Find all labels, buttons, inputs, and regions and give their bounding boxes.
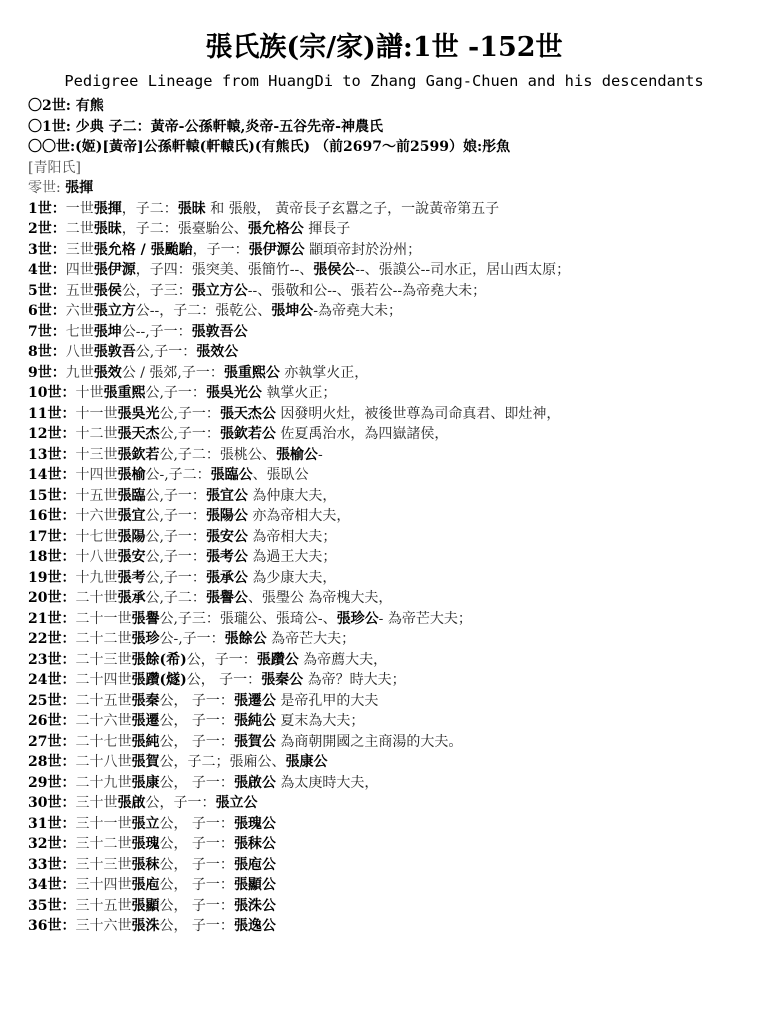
- generation-word: 六世: [65, 303, 94, 319]
- generation-number: 14世：: [28, 467, 76, 483]
- heir-name: 張秣公: [233, 836, 276, 852]
- entry-note: 為帝薦大夫，: [298, 651, 388, 668]
- generation-number: 22世：: [28, 631, 76, 647]
- generation-word: 二十三世: [75, 651, 132, 668]
- ancestor-name: 張欽若: [117, 446, 160, 463]
- entry-note: 執掌火正；: [261, 385, 337, 401]
- ancestor-name: 張天杰: [117, 426, 160, 442]
- ancestor-name: 張侯: [93, 282, 122, 299]
- page-subtitle: Pedigree Lineage from HuangDi to Zhang Gang-Chuen and his descendants: [64, 72, 704, 90]
- generation-word: 三十一世: [75, 815, 132, 832]
- heir-name: 張允格公: [247, 221, 304, 237]
- generation-word: 十三世: [75, 446, 118, 463]
- heir-name: 張康公: [285, 754, 328, 770]
- sons-description: 公,子一：: [145, 569, 206, 586]
- generation-word: 一世: [65, 200, 94, 217]
- sons-description: 公，子一：: [145, 795, 216, 811]
- sons-description: ，子一：: [192, 241, 249, 258]
- heir-name: 張賀公: [233, 733, 276, 750]
- ancestor-name: 張譽: [131, 610, 160, 627]
- generation-word: 二十四世: [75, 672, 132, 688]
- heir-name: 張天杰公: [219, 405, 276, 422]
- generation-number: 25世：: [28, 692, 76, 709]
- generation-word: 十八世: [75, 549, 118, 565]
- generation-word: 十二世: [75, 426, 118, 442]
- table-row: [28, 363, 764, 384]
- generation-word: 十九世: [75, 569, 118, 586]
- sons-description: 公,子一：: [159, 426, 220, 442]
- table-row: [28, 896, 764, 917]
- sons-description: 公， 子一：: [159, 836, 234, 852]
- generation-word: 十七世: [75, 528, 118, 545]
- page-title: 張氏族(宗/家)譜:1世 -152世: [205, 32, 563, 63]
- table-row: [28, 793, 764, 814]
- sons-description: 公，子二；張廂公、: [159, 754, 286, 770]
- generation-number: 19世：: [28, 569, 76, 586]
- generation-number: 12世：: [28, 426, 76, 442]
- ancestor-name: 張瑰: [131, 836, 160, 852]
- sons-description: 公-,子二：: [145, 467, 211, 483]
- sons-description: ，子二：張臺駘公、: [121, 221, 248, 237]
- table-row: [28, 691, 764, 712]
- entry-note: 為帝芒大夫；: [266, 631, 356, 647]
- ancestor-name: 張安: [117, 549, 146, 565]
- heir-name: 張安公: [205, 528, 248, 545]
- generation-number: 30世：: [28, 795, 76, 811]
- sons-description: 公，子一：: [186, 651, 257, 668]
- generation-number: 16世：: [28, 508, 76, 524]
- generation-word: 十五世: [75, 487, 118, 504]
- sons-description: 公,子二：張桃公、: [159, 446, 276, 463]
- heir-name: 張陽公: [205, 508, 248, 524]
- generation-number: 35世：: [28, 897, 76, 914]
- generation-word: 八世: [65, 344, 94, 360]
- heir-name: 張遷公: [233, 692, 276, 709]
- intro-line: 〇2世: 有熊: [28, 98, 104, 114]
- ancestor-name: 張效: [93, 364, 122, 381]
- ancestor-name: 張吳光: [117, 405, 160, 422]
- entry-note: 亦執掌火正，: [279, 364, 369, 381]
- sons-description: 公,子一：: [145, 528, 206, 545]
- generation-word: 二世: [65, 221, 94, 237]
- generation-number: 28世：: [28, 754, 76, 770]
- heir-name: 張立方公: [191, 282, 248, 299]
- generation-word: 三世: [65, 241, 94, 258]
- entry-note: 因發明火灶，被後世尊為司命真君、即灶神，: [275, 405, 561, 422]
- entry-note: 、張璺公 為帝槐大夫，: [247, 590, 393, 606]
- heir-name: 張逸公: [233, 918, 276, 934]
- table-row: [28, 281, 764, 302]
- ancestor-name: 張承: [117, 590, 146, 606]
- entry-note: 為少康大夫，: [247, 569, 337, 586]
- generation-word: 四世: [65, 262, 94, 278]
- sons-description: 公， 子一：: [159, 774, 234, 791]
- heir-name: 張宜公: [205, 487, 248, 504]
- entry-note: 為帝相大夫；: [247, 528, 337, 545]
- heir-name: 張餘公: [224, 631, 267, 647]
- generation-word: 二十世: [75, 590, 118, 606]
- table-row: [28, 875, 764, 896]
- generation-number: 6世：: [28, 303, 66, 319]
- heir-name: 張純公: [233, 713, 276, 729]
- heir-name: 張顯公: [233, 877, 276, 893]
- generation-number: 3世：: [28, 241, 66, 258]
- heir-name: 張坤公: [271, 303, 314, 319]
- heir-name: 張臨公: [210, 467, 253, 483]
- sons-description: 公 / 張郊,子一：: [121, 364, 224, 381]
- generation-word: 二十九世: [75, 774, 132, 791]
- table-row: [28, 752, 764, 773]
- generation-number: 26世：: [28, 713, 76, 729]
- table-row: [28, 383, 764, 404]
- zero-generation-label: 零世:: [28, 180, 61, 196]
- generation-number: 5世：: [28, 282, 66, 299]
- generation-number: 32世：: [28, 836, 76, 852]
- sons-description: 公， 子一：: [159, 733, 234, 750]
- table-row: [28, 711, 764, 732]
- generation-number: 20世：: [28, 590, 76, 606]
- generation-word: 三十五世: [75, 897, 132, 914]
- ancestor-name: 張允格 / 張颱駘: [93, 241, 193, 258]
- generation-word: 十世: [75, 385, 104, 401]
- heir-name: 張立公: [215, 795, 258, 811]
- heir-name: 張躦公: [256, 651, 299, 668]
- heir-name: 張效公: [196, 344, 239, 360]
- generation-word: 二十八世: [75, 754, 132, 770]
- generation-word: 五世: [65, 282, 94, 299]
- entry-note: 為太庚時大夫，: [275, 774, 379, 791]
- zero-generation-name: 張揮: [65, 180, 94, 196]
- heir-name: 張吳光公: [205, 385, 262, 401]
- table-row: [28, 301, 764, 322]
- table-row: [28, 506, 764, 527]
- sons-description: 公，子三：: [121, 282, 192, 299]
- ancestor-name: 張遷: [131, 713, 160, 729]
- entry-note: 為商朝開國之主商湯的大夫。: [275, 733, 463, 750]
- ancestor-name: 張康: [131, 774, 160, 791]
- generation-number: 29世：: [28, 774, 76, 791]
- table-row: [28, 732, 764, 753]
- generation-word: 三十六世: [75, 918, 132, 934]
- sons-description: ，子二：: [121, 200, 178, 217]
- table-row: [28, 547, 764, 568]
- table-row: [28, 855, 764, 876]
- generation-word: 二十二世: [75, 631, 132, 647]
- table-row: [28, 609, 764, 630]
- entry-list: [28, 199, 764, 937]
- sons-description: 公--，子二：張乾公、: [135, 303, 272, 319]
- ancestor-name: 張顯: [131, 897, 160, 914]
- ancestor-name: 張秣: [131, 856, 160, 873]
- sons-description: 公， 子一：: [159, 856, 234, 873]
- generation-number: 15世：: [28, 487, 76, 504]
- entry-note: 為仲康大夫，: [247, 487, 337, 504]
- sons-description: 公--,子一：: [121, 323, 192, 340]
- generation-number: 34世：: [28, 877, 76, 893]
- table-row: [28, 219, 764, 240]
- entry-note: 和 張般， 黃帝長子玄囂之子，一說黃帝第五子: [205, 200, 500, 217]
- sons-description: 公， 子一：: [159, 692, 234, 709]
- entry-note: --、張敬和公--、張若公--為帝堯大未；: [247, 282, 487, 299]
- heir-name: 張榆公: [275, 446, 318, 463]
- entry-note: - 為帝芒大夫；: [378, 610, 472, 627]
- entry-note: --、張謨公--司水正，居山西太原；: [355, 262, 571, 278]
- sons-description: 公,子一：: [159, 405, 220, 422]
- sons-description: 公， 子一：: [186, 672, 262, 688]
- table-row: [28, 240, 764, 261]
- sons-description: 公,子二：: [145, 590, 206, 606]
- ancestor-name: 張坤: [93, 323, 122, 340]
- generation-word: 三十世: [75, 795, 118, 811]
- sons-description: 公,子三：張瓏公、張琦公-、: [159, 610, 337, 627]
- genealogy-lines: [28, 96, 764, 937]
- table-row: [28, 445, 764, 466]
- heir-name: 張承公: [205, 569, 248, 586]
- sons-description: 公， 子一：: [159, 897, 234, 914]
- table-row: [28, 814, 764, 835]
- heir-name: 張欽若公: [219, 426, 276, 442]
- ancestor-name: 張立: [131, 815, 160, 832]
- ancestor-name: 張餘(希): [131, 651, 187, 668]
- table-row: [28, 773, 764, 794]
- table-row: [28, 322, 764, 343]
- heir-name: 張重熙公: [223, 364, 280, 381]
- generation-word: 十六世: [75, 508, 118, 524]
- heir-name: 張伊源公: [248, 241, 305, 258]
- ancestor-name: 張臨: [117, 487, 146, 504]
- generation-number: 27世：: [28, 733, 76, 750]
- ancestor-name: 張秦: [131, 692, 160, 709]
- entry-note: 、張臥公: [252, 467, 309, 483]
- ancestor-name: 張純: [131, 733, 160, 750]
- generation-word: 十四世: [75, 467, 118, 483]
- generation-word: 二十五世: [75, 692, 132, 709]
- heir-name: 張考公: [205, 549, 248, 565]
- sons-description: 公,子一：: [135, 344, 197, 360]
- entry-note: 亦為帝相大夫，: [247, 508, 351, 524]
- generation-number: 2世：: [28, 221, 66, 237]
- generation-number: 24世：: [28, 672, 76, 688]
- ancestor-name: 張昧: [93, 221, 122, 237]
- table-row: [28, 404, 764, 425]
- generation-number: 1世：: [28, 200, 66, 217]
- heir-name: 張譽公: [205, 590, 248, 606]
- sons-description: 公,子一：: [145, 487, 206, 504]
- ancestor-name: 張考: [117, 569, 146, 586]
- sons-description: 公,子一：: [145, 549, 206, 565]
- ancestor-name: 張庖: [131, 877, 160, 893]
- table-row: [28, 465, 764, 486]
- heir-name: 張洙公: [233, 897, 276, 914]
- sons-description: 公,子一：: [145, 385, 206, 401]
- ancestor-name: 張敦吾: [93, 344, 136, 360]
- intro-line: [青阳氏]: [28, 159, 81, 176]
- entry-note: 顓頊帝封於汾州；: [304, 241, 422, 258]
- sons-description: 公,子一：: [145, 508, 206, 524]
- heir-name: 張瑰公: [233, 815, 276, 832]
- generation-word: 十一世: [75, 405, 118, 422]
- entry-note: 揮長子: [303, 221, 351, 237]
- table-row: [28, 342, 764, 363]
- ancestor-name: 張珍: [131, 631, 160, 647]
- generation-number: 10世：: [28, 385, 76, 401]
- heir-name: 張昧: [177, 200, 206, 217]
- table-row: [28, 527, 764, 548]
- ancestor-name: 張揮: [93, 200, 122, 217]
- generation-number: 13世：: [28, 446, 76, 463]
- generation-word: 二十六世: [75, 713, 132, 729]
- generation-number: 18世：: [28, 549, 76, 565]
- heir-name: 張啟公: [233, 774, 276, 791]
- table-row: [28, 424, 764, 445]
- generation-number: 17世：: [28, 528, 76, 545]
- ancestor-name: 張陽: [117, 528, 146, 545]
- entry-note: -為帝堯大未；: [313, 303, 402, 319]
- entry-note: 夏末為大夫；: [275, 713, 365, 729]
- ancestor-name: 張宜: [117, 508, 146, 524]
- ancestor-name: 張啟: [117, 795, 146, 811]
- ancestor-name: 張伊源: [93, 262, 136, 278]
- ancestor-name: 張榆: [117, 467, 146, 483]
- entry-note: -: [317, 446, 323, 463]
- table-row: [28, 834, 764, 855]
- generation-word: 三十四世: [75, 877, 132, 893]
- generation-word: 二十一世: [75, 610, 132, 627]
- table-row: [28, 650, 764, 671]
- generation-number: 31世：: [28, 815, 76, 832]
- sons-description: ，子四：張突美、張簡竹--、: [135, 262, 314, 278]
- table-row: [28, 486, 764, 507]
- sons-description: 公， 子一：: [159, 713, 234, 729]
- sons-description: 公-,子一：: [159, 631, 225, 647]
- sons-description: 公， 子一：: [159, 815, 234, 832]
- generation-word: 二十七世: [75, 733, 132, 750]
- table-row: [28, 629, 764, 650]
- table-row: [28, 260, 764, 281]
- intro-line: 〇1世: 少典 子二：黃帝-公孫軒轅,炎帝-五谷先帝-神農氏: [28, 118, 383, 135]
- table-row: [28, 588, 764, 609]
- table-row: [28, 199, 764, 220]
- entry-note: 是帝孔甲的大夫: [275, 692, 379, 709]
- generation-number: 36世：: [28, 918, 76, 934]
- generation-number: 4世：: [28, 262, 66, 278]
- table-row: [28, 916, 764, 937]
- entry-note: 為過王大夫；: [247, 549, 337, 565]
- entry-note: 佐夏禹治水，為四嶽諸侯，: [275, 426, 449, 442]
- heir-name: 張珍公: [336, 610, 379, 627]
- heir-name: 張敦吾公: [191, 323, 248, 340]
- heir-name: 張庖公: [233, 856, 276, 873]
- table-row: [28, 670, 764, 691]
- ancestor-name: 張賀: [131, 754, 160, 770]
- generation-number: 8世：: [28, 344, 66, 360]
- ancestor-name: 張立方: [93, 303, 136, 319]
- heir-name: 張秦公: [261, 672, 304, 688]
- heir-name: 張侯公: [313, 262, 356, 278]
- generation-number: 23世：: [28, 651, 76, 668]
- generation-number: 21世：: [28, 610, 76, 627]
- sons-description: 公， 子一：: [159, 877, 234, 893]
- intro-line: 〇〇世:(姬)[黃帝]公孫軒轅(軒轅氏)(有熊氏) （前2697～前2599）娘:彤魚: [28, 139, 511, 155]
- generation-number: 7世：: [28, 323, 66, 340]
- ancestor-name: 張重熙: [103, 385, 146, 401]
- generation-word: 七世: [65, 323, 94, 340]
- table-row: [28, 568, 764, 589]
- generation-word: 三十三世: [75, 856, 132, 873]
- generation-word: 九世: [65, 364, 94, 381]
- generation-number: 11世：: [28, 405, 76, 422]
- generation-number: 33世：: [28, 856, 76, 873]
- ancestor-name: 張洙: [131, 918, 160, 934]
- generation-number: 9世：: [28, 364, 66, 381]
- zero-generation-line: [28, 178, 764, 199]
- generation-word: 三十二世: [75, 836, 132, 852]
- entry-note: 為帝？時大夫；: [303, 672, 406, 688]
- ancestor-name: 張躦(燧): [131, 672, 187, 688]
- sons-description: 公， 子一：: [159, 918, 234, 934]
